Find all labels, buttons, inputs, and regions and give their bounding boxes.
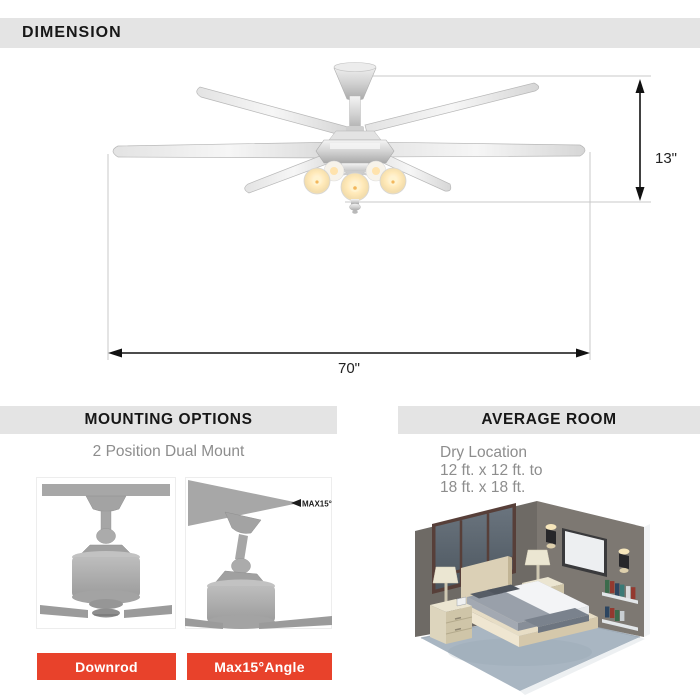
average-room-header [398,406,700,434]
downrod-button[interactable]: Downrod [37,653,176,680]
max-angle-label: MAX15° [302,499,332,509]
mount-downrod [101,511,111,531]
extension-lines [108,76,651,360]
fan-body [304,63,406,214]
flat-ceiling [42,484,170,496]
width-arrow [108,349,590,358]
fan-finial [350,199,361,214]
dimension-title: DIMENSION [22,24,122,41]
angle-mount-illustration [185,477,332,629]
max-angle-button[interactable]: Max15°Angle [187,653,332,680]
downrod-mount-illustration [36,477,176,629]
room-size-line-1: 12 ft. x 12 ft. to [440,461,543,479]
height-arrow [636,79,645,201]
mounting-options-header [0,406,337,434]
height-dimension-label: 13" [655,150,678,167]
average-room-title: AVERAGE ROOM [481,411,617,428]
mounting-options-title: MOUNTING OPTIONS [84,411,253,428]
wall-sconce-right [619,549,630,574]
mounting-subtitle: 2 Position Dual Mount [92,443,245,460]
room-size-line-2: 18 ft. x 18 ft. [440,479,526,496]
lamp-left [433,567,458,583]
lamp-right [525,550,550,565]
dry-location-line: Dry Location [440,444,528,461]
bedroom-illustration [400,480,700,700]
width-dimension-label: 70" [337,360,361,377]
wall-sconce-left [546,524,557,549]
fan-dimension-diagram [0,40,700,400]
